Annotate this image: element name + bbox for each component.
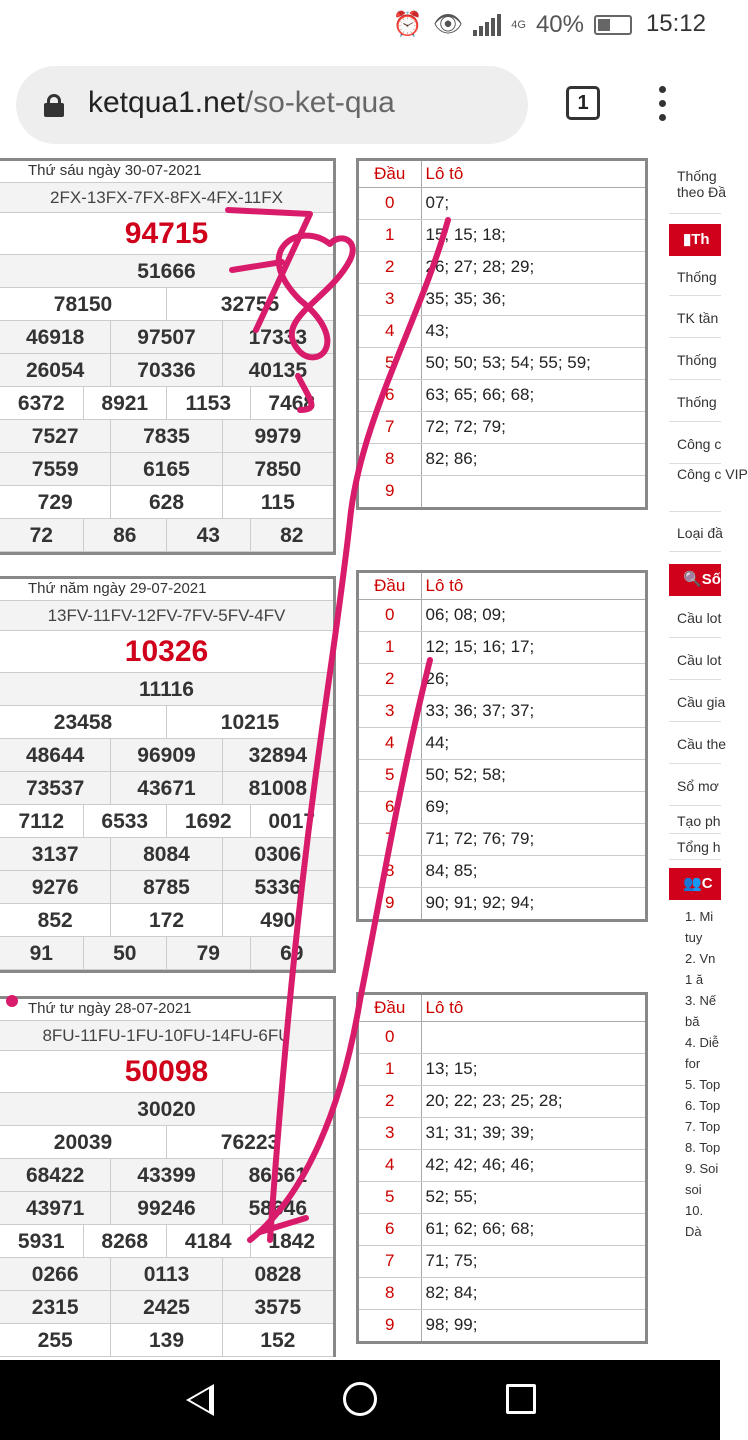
prize-3: 43971 — [0, 1192, 111, 1224]
loto-head: 6 — [359, 1213, 421, 1245]
loto-table-3 — [356, 992, 648, 1344]
url-path: /so-ket-qua — [244, 86, 395, 119]
prize-6: 139 — [111, 1324, 222, 1356]
prize-5: 9979 — [254, 425, 302, 448]
loto-head: 2 — [359, 251, 421, 283]
prize-4: 8921 — [84, 387, 168, 419]
prize-5: 0828 — [254, 1263, 302, 1286]
loto-values: 90; 91; 92; 94; — [425, 893, 535, 913]
prize-4: 0017 — [268, 810, 316, 833]
result-date: Thứ sáu ngày 30-07-2021 — [0, 161, 333, 183]
result-date: Thứ tư ngày 28-07-2021 — [0, 999, 333, 1021]
loto-head: 7 — [359, 411, 421, 443]
prize-3: 43671 — [111, 772, 222, 804]
special-prize: 10326 — [124, 635, 209, 668]
prize-5: 3137 — [0, 838, 111, 870]
prize-4: 6533 — [84, 805, 168, 837]
loto-head: 9 — [359, 887, 421, 919]
tab-switcher-button[interactable]: 1 — [566, 86, 600, 120]
navigation-bar — [0, 1360, 720, 1440]
loto-head-col: Đầu — [359, 161, 421, 187]
loto-value-col: Lô tô — [421, 573, 645, 599]
sidebar-link[interactable]: Công c VIP — [669, 466, 721, 512]
loto-value-col: Lô tô — [421, 995, 645, 1021]
clock: 15:12 — [645, 10, 706, 37]
loto-values: 71; 72; 76; 79; — [421, 823, 645, 855]
prize-5: 7559 — [0, 453, 111, 485]
loto-head: 4 — [359, 727, 421, 759]
sidebar-link[interactable] — [669, 168, 727, 214]
prize-3: 73537 — [0, 772, 111, 804]
prize-4: 4184 — [167, 1225, 251, 1257]
result-date: Thứ năm ngày 29-07-2021 — [0, 579, 333, 601]
prize-7: 82 — [280, 524, 304, 547]
prize-3: 40135 — [248, 359, 308, 382]
sidebar-link[interactable]: Thống — [669, 340, 721, 380]
prize-2: 76223 — [220, 1131, 280, 1154]
signal-icon — [473, 14, 501, 36]
result-code: 2FX-13FX-7FX-8FX-4FX-11FX — [0, 183, 333, 213]
sidebar-list-item[interactable]: 9. Soi soi — [685, 1161, 719, 1197]
loto-values: 07; — [421, 187, 645, 219]
loto-values: 43; — [421, 315, 645, 347]
special-prize: 94715 — [124, 217, 209, 250]
prize-3: 86661 — [248, 1164, 308, 1187]
prize-2: 10215 — [220, 711, 280, 734]
lock-icon — [44, 94, 64, 116]
sidebar-list-item[interactable]: 5. Top — [685, 1077, 721, 1092]
loto-values: 61; 62; 66; 68; — [421, 1213, 645, 1245]
loto-head: 8 — [359, 855, 421, 887]
url-text[interactable] — [88, 86, 395, 120]
prize-1: 51666 — [137, 260, 196, 283]
loto-head: 5 — [359, 1181, 421, 1213]
loto-head: 7 — [359, 823, 421, 855]
sidebar-link-text: theo Đầ — [677, 184, 727, 200]
loto-head: 5 — [359, 759, 421, 791]
battery-icon — [594, 15, 632, 35]
prize-4: 1153 — [167, 387, 251, 419]
prize-5: 8785 — [111, 871, 222, 903]
loto-values: 26; — [421, 663, 645, 695]
loto-head: 0 — [359, 599, 421, 631]
result-code: 13FV-11FV-12FV-7FV-5FV-4FV — [0, 601, 333, 631]
battery-percent: 40% — [535, 10, 584, 38]
loto-values — [421, 1021, 645, 1053]
sidebar-section-title: C — [701, 875, 713, 892]
loto-head-col: Đầu — [359, 573, 421, 599]
loto-values: 63; 65; 66; 68; — [421, 379, 645, 411]
loto-values: 12; 15; 16; 17; — [421, 631, 645, 663]
home-icon[interactable] — [343, 1382, 377, 1416]
prize-5: 0266 — [0, 1258, 111, 1290]
prize-5: 6165 — [111, 453, 222, 485]
prize-5: 7527 — [0, 420, 111, 452]
sidebar-list-item[interactable]: 1. Mi tuy — [685, 909, 714, 945]
loto-head: 0 — [359, 187, 421, 219]
prize-3: 81008 — [248, 777, 308, 800]
browser-toolbar — [0, 50, 720, 158]
prize-1: 30020 — [137, 1098, 196, 1121]
prize-5: 2315 — [0, 1291, 111, 1323]
prize-6: 172 — [111, 904, 222, 936]
loto-values: 35; 35; 36; — [421, 283, 645, 315]
sidebar-list-item[interactable]: 7. Top — [685, 1119, 721, 1134]
sidebar-link[interactable]: TK tần — [669, 298, 721, 338]
loto-head: 4 — [359, 1149, 421, 1181]
loto-values: 31; 31; 39; 39; — [421, 1117, 645, 1149]
sidebar-list-item[interactable]: 6. Top — [685, 1098, 721, 1113]
sidebar-list-item[interactable]: 3. Nế bă — [685, 993, 717, 1029]
prize-2: 20039 — [0, 1126, 167, 1158]
prize-3: 68422 — [0, 1159, 111, 1191]
sidebar-link[interactable]: Công c — [669, 424, 721, 464]
prize-6: 152 — [260, 1329, 296, 1352]
overflow-menu-icon[interactable] — [658, 86, 668, 122]
sidebar-section-title: Th — [691, 231, 710, 248]
eye-icon: 👁 — [432, 11, 464, 38]
sidebar-link[interactable]: Loại đầ — [669, 514, 721, 552]
loto-head: 5 — [359, 347, 421, 379]
loto-head: 3 — [359, 1117, 421, 1149]
prize-3: 70336 — [111, 354, 222, 386]
prize-6: 628 — [111, 486, 222, 518]
back-icon[interactable] — [186, 1384, 214, 1416]
prize-4: 8268 — [84, 1225, 168, 1257]
result-table-3 — [0, 996, 336, 1357]
prize-3: 26054 — [0, 354, 111, 386]
loto-head: 9 — [359, 1309, 421, 1341]
prize-3: 43399 — [111, 1159, 222, 1191]
prize-3: 99246 — [111, 1192, 222, 1224]
loto-head: 1 — [359, 1053, 421, 1085]
prize-4: 7112 — [0, 805, 84, 837]
prize-3: 97507 — [111, 321, 222, 353]
prize-6: 852 — [0, 904, 111, 936]
status-bar — [0, 0, 720, 50]
sidebar-link[interactable]: Thống — [669, 258, 721, 296]
sidebar-section-title: Số — [701, 571, 721, 588]
sidebar-link[interactable]: Cầu the — [669, 724, 721, 764]
sidebar-link[interactable]: Cầu lot — [669, 598, 721, 638]
prize-4: 5931 — [0, 1225, 84, 1257]
sidebar-section-stats: ▮Th — [669, 224, 721, 256]
sidebar-link[interactable]: Sổ mơ — [669, 766, 721, 806]
prize-7: 43 — [167, 519, 251, 551]
prize-5: 7835 — [111, 420, 222, 452]
prize-2: 78150 — [0, 288, 167, 320]
status-icons — [393, 10, 632, 39]
loto-values: 69; — [421, 791, 645, 823]
sidebar-link[interactable]: Cầu lot — [669, 640, 721, 680]
loto-values: 50; 52; 58; — [421, 759, 645, 791]
loto-values: 06; 08; 09; — [421, 599, 645, 631]
prize-3: 46918 — [0, 321, 111, 353]
sidebar-list-item[interactable]: 2. Vn 1 ă — [685, 951, 716, 987]
loto-table-2 — [356, 570, 648, 922]
prize-5: 9276 — [0, 871, 111, 903]
loto-values: 84; 85; — [421, 855, 645, 887]
loto-values: 20; 22; 23; 25; 28; — [421, 1085, 645, 1117]
loto-value-col: Lô tô — [421, 161, 645, 187]
prize-4: 1842 — [268, 1230, 316, 1253]
sidebar-list-item[interactable]: 10. Dà — [685, 1203, 704, 1239]
prize-4: 1692 — [167, 805, 251, 837]
loto-values: 52; 55; — [421, 1181, 645, 1213]
prize-2: 23458 — [0, 706, 167, 738]
prize-6: 490 — [260, 909, 296, 932]
prize-7: 72 — [0, 519, 84, 551]
loto-head: 3 — [359, 695, 421, 727]
address-bar[interactable] — [16, 66, 528, 144]
prize-6: 115 — [260, 491, 295, 514]
sidebar-link[interactable]: Tổng h — [669, 834, 721, 860]
loto-values: 82; 84; — [421, 1277, 645, 1309]
loto-values: 15; 15; 18; — [421, 219, 645, 251]
sidebar-link[interactable]: Thống — [669, 382, 721, 422]
sidebar-list-item[interactable]: 4. Diễ for — [685, 1035, 719, 1071]
loto-head: 7 — [359, 1245, 421, 1277]
prize-4: 6372 — [0, 387, 84, 419]
loto-values: 72; 72; 79; — [421, 411, 645, 443]
prize-5: 3575 — [254, 1296, 302, 1319]
prize-5: 2425 — [111, 1291, 222, 1323]
result-table-1 — [0, 158, 336, 555]
prize-3: 96909 — [111, 739, 222, 771]
loto-head: 1 — [359, 219, 421, 251]
loto-head: 4 — [359, 315, 421, 347]
prize-2: 32755 — [220, 293, 280, 316]
loto-head-col: Đầu — [359, 995, 421, 1021]
loto-values: 98; 99; — [425, 1315, 478, 1335]
loto-values: 33; 36; 37; 37; — [421, 695, 645, 727]
prize-5: 0306 — [254, 843, 302, 866]
prize-3: 17333 — [248, 326, 308, 349]
prize-7: 91 — [0, 937, 84, 969]
loto-table-1 — [356, 158, 648, 510]
page-content — [0, 158, 748, 1360]
loto-values: 42; 42; 46; 46; — [421, 1149, 645, 1181]
sidebar-list-item[interactable]: 8. Top — [685, 1140, 721, 1155]
network-type: 4G — [511, 18, 526, 31]
loto-head: 2 — [359, 1085, 421, 1117]
loto-head: 1 — [359, 631, 421, 663]
prize-7: 50 — [84, 937, 168, 969]
result-code: 8FU-11FU-1FU-10FU-14FU-6FU — [0, 1021, 333, 1051]
prize-4: 7468 — [268, 392, 316, 415]
prize-7: 79 — [167, 937, 251, 969]
loto-values — [421, 475, 645, 507]
url-domain: ketqua1.net — [88, 86, 245, 119]
loto-head: 6 — [359, 379, 421, 411]
sidebar-link[interactable]: Tạo ph — [669, 808, 721, 834]
sidebar-link[interactable]: Cầu gia — [669, 682, 721, 722]
loto-values: 71; 75; — [421, 1245, 645, 1277]
loto-head: 0 — [359, 1021, 421, 1053]
recent-apps-icon[interactable] — [506, 1384, 536, 1414]
loto-values: 13; 15; — [421, 1053, 645, 1085]
result-table-2 — [0, 576, 336, 973]
loto-head: 9 — [359, 475, 421, 507]
prize-6: 255 — [0, 1324, 111, 1356]
special-prize: 50098 — [124, 1055, 209, 1088]
prize-5: 7850 — [254, 458, 302, 481]
sidebar-section-community: 👥C — [669, 868, 721, 900]
sidebar-link-text: Thống — [677, 168, 717, 184]
loto-values: 44; — [421, 727, 645, 759]
prize-7: 69 — [280, 942, 304, 965]
loto-head: 8 — [359, 443, 421, 475]
alarm-icon: ⏰ — [392, 11, 423, 38]
prize-3: 32894 — [248, 744, 308, 767]
loto-values: 26; 27; 28; 29; — [421, 251, 645, 283]
loto-head: 6 — [359, 791, 421, 823]
prize-3: 48644 — [0, 739, 111, 771]
loto-head: 8 — [359, 1277, 421, 1309]
prize-5: 0113 — [111, 1258, 222, 1290]
prize-5: 5336 — [254, 876, 302, 899]
prize-3: 58646 — [248, 1197, 308, 1220]
prize-5: 8084 — [111, 838, 222, 870]
sidebar-section-search: 🔍Số — [669, 564, 721, 596]
loto-head: 3 — [359, 283, 421, 315]
prize-7: 86 — [84, 519, 168, 551]
loto-values: 50; 50; 53; 54; 55; 59; — [421, 347, 645, 379]
prize-6: 729 — [0, 486, 111, 518]
loto-head: 2 — [359, 663, 421, 695]
loto-values: 82; 86; — [421, 443, 645, 475]
sidebar-list — [669, 906, 721, 1242]
prize-1: 11116 — [139, 678, 194, 701]
